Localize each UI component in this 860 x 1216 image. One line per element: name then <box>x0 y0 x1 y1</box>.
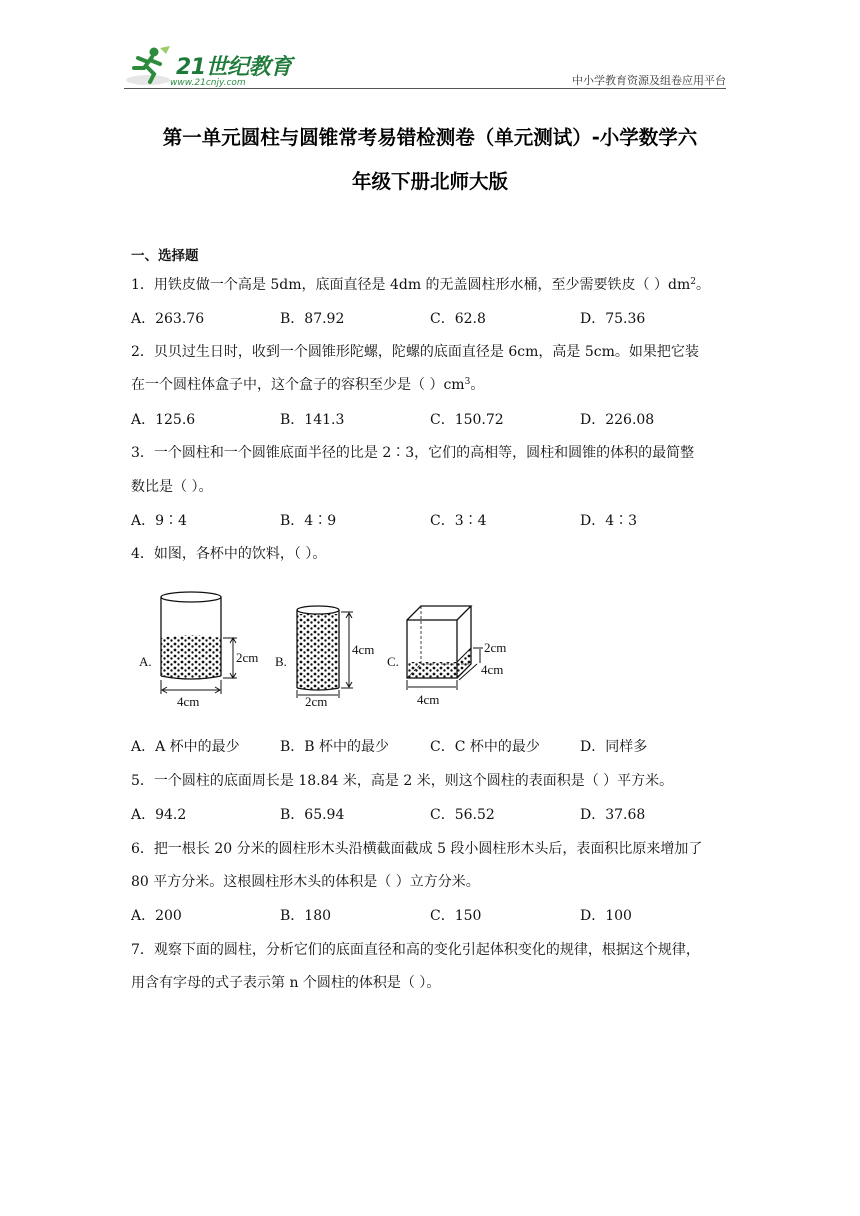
cup-a-height: 2cm <box>236 650 259 665</box>
runner-logo-icon <box>124 44 174 88</box>
q2-option-b: B．141.3 <box>280 412 345 428</box>
question-2-end: 。 <box>470 377 485 393</box>
cup-c-height: 2cm <box>484 640 507 655</box>
q5-option-b: B．65.94 <box>280 807 345 823</box>
question-1-sup: 2 <box>690 277 696 287</box>
question-2-line2 <box>131 376 484 394</box>
cups-figure <box>131 588 521 710</box>
cup-a <box>139 592 258 709</box>
q4-option-b: B．B 杯中的最少 <box>280 739 390 755</box>
page-header <box>124 40 726 90</box>
q5-option-a: A．94.2 <box>131 807 187 823</box>
header-tagline: 中小学教育资源及组卷应用平台 <box>572 74 726 87</box>
q1-option-d: D．75.36 <box>580 311 646 327</box>
question-2-sup: 3 <box>464 377 471 387</box>
cup-b <box>275 606 374 709</box>
cup-b-label: B. <box>275 654 287 669</box>
logo <box>124 44 294 90</box>
q3-option-a: A．9∶4 <box>131 513 187 529</box>
q2-option-d: D．226.08 <box>580 412 655 428</box>
q1-option-b: B．87.92 <box>280 311 345 327</box>
q1-option-a: A．263.76 <box>131 311 205 327</box>
question-4: 4．如图，各杯中的饮料，（ ）。 <box>131 546 327 562</box>
cup-c-depth: 4cm <box>481 662 504 677</box>
cup-b-height: 4cm <box>352 642 375 657</box>
question-1 <box>131 276 710 294</box>
cup-a-width: 4cm <box>177 694 200 709</box>
question-5: 5．一个圆柱的底面周长是 18.84 米，高是 2 米，则这个圆柱的表面积是（ ）平方米。 <box>131 773 674 789</box>
q2-option-c: C．150.72 <box>430 412 504 428</box>
question-7-line2: 用含有字母的式子表示第 n 个圆柱的体积是（ ）。 <box>131 975 441 991</box>
q6-option-a: A．200 <box>131 908 182 924</box>
question-3-line1: 3．一个圆柱和一个圆锥底面半径的比是 2∶3，它们的高相等，圆柱和圆锥的体积的最简整 <box>131 445 695 461</box>
q2-option-a: A．125.6 <box>131 412 196 428</box>
question-7-line1: 7．观察下面的圆柱，分析它们的底面直径和高的变化引起体积变化的规律，根据这个规律， <box>131 942 700 958</box>
q3-option-b: B．4∶9 <box>280 513 337 529</box>
question-3-line2: 数比是（ ）。 <box>131 479 213 495</box>
question-2-text: 在一个圆柱体盒子中，这个盒子的容积至少是（ ）cm <box>131 377 465 393</box>
document-title-line1: 第一单元圆柱与圆锥常考易错检测卷（单元测试）-小学数学六 <box>162 126 698 149</box>
cup-b-width: 2cm <box>305 694 328 709</box>
q6-option-c: C．150 <box>430 908 482 924</box>
question-6-line2: 80 平方分米。这根圆柱形木头的体积是（ ）立方分米。 <box>131 874 480 890</box>
q1-option-c: C．62.8 <box>430 311 486 327</box>
q5-option-c: C．56.52 <box>430 807 495 823</box>
question-2-line1: 2．贝贝过生日时，收到一个圆锥形陀螺，陀螺的底面直径是 6cm，高是 5cm。如果把它装 <box>131 344 699 360</box>
cup-c-width: 4cm <box>417 692 440 707</box>
question-1-end: 。 <box>695 277 710 293</box>
question-1-text: 1．用铁皮做一个高是 5dm，底面直径是 4dm 的无盖圆柱形水桶，至少需要铁皮（ ）dm <box>131 277 691 293</box>
q3-option-d: D．4∶3 <box>580 513 638 529</box>
document-title-line2: 年级下册北师大版 <box>351 170 508 193</box>
q3-option-c: C．3∶4 <box>430 513 487 529</box>
cup-c <box>387 606 506 707</box>
q6-option-b: B．180 <box>280 908 332 924</box>
q5-option-d: D．37.68 <box>580 807 646 823</box>
header-divider <box>124 88 726 89</box>
q6-option-d: D．100 <box>580 908 632 924</box>
q4-option-a: A．A 杯中的最少 <box>131 739 240 755</box>
q4-option-c: C．C 杯中的最少 <box>430 739 540 755</box>
cup-a-label: A. <box>139 654 152 669</box>
q4-option-d: D．同样多 <box>580 739 648 755</box>
logo-url: www.21cnjy.com <box>170 78 246 88</box>
cup-c-label: C. <box>387 654 399 669</box>
logo-text: 21世纪教育 <box>176 55 292 80</box>
section-heading: 一、选择题 <box>131 248 199 264</box>
question-6-line1: 6．把一根长 20 分米的圆柱形木头沿横截面截成 5 段小圆柱形木头后，表面积比原来增加了 <box>131 841 703 857</box>
